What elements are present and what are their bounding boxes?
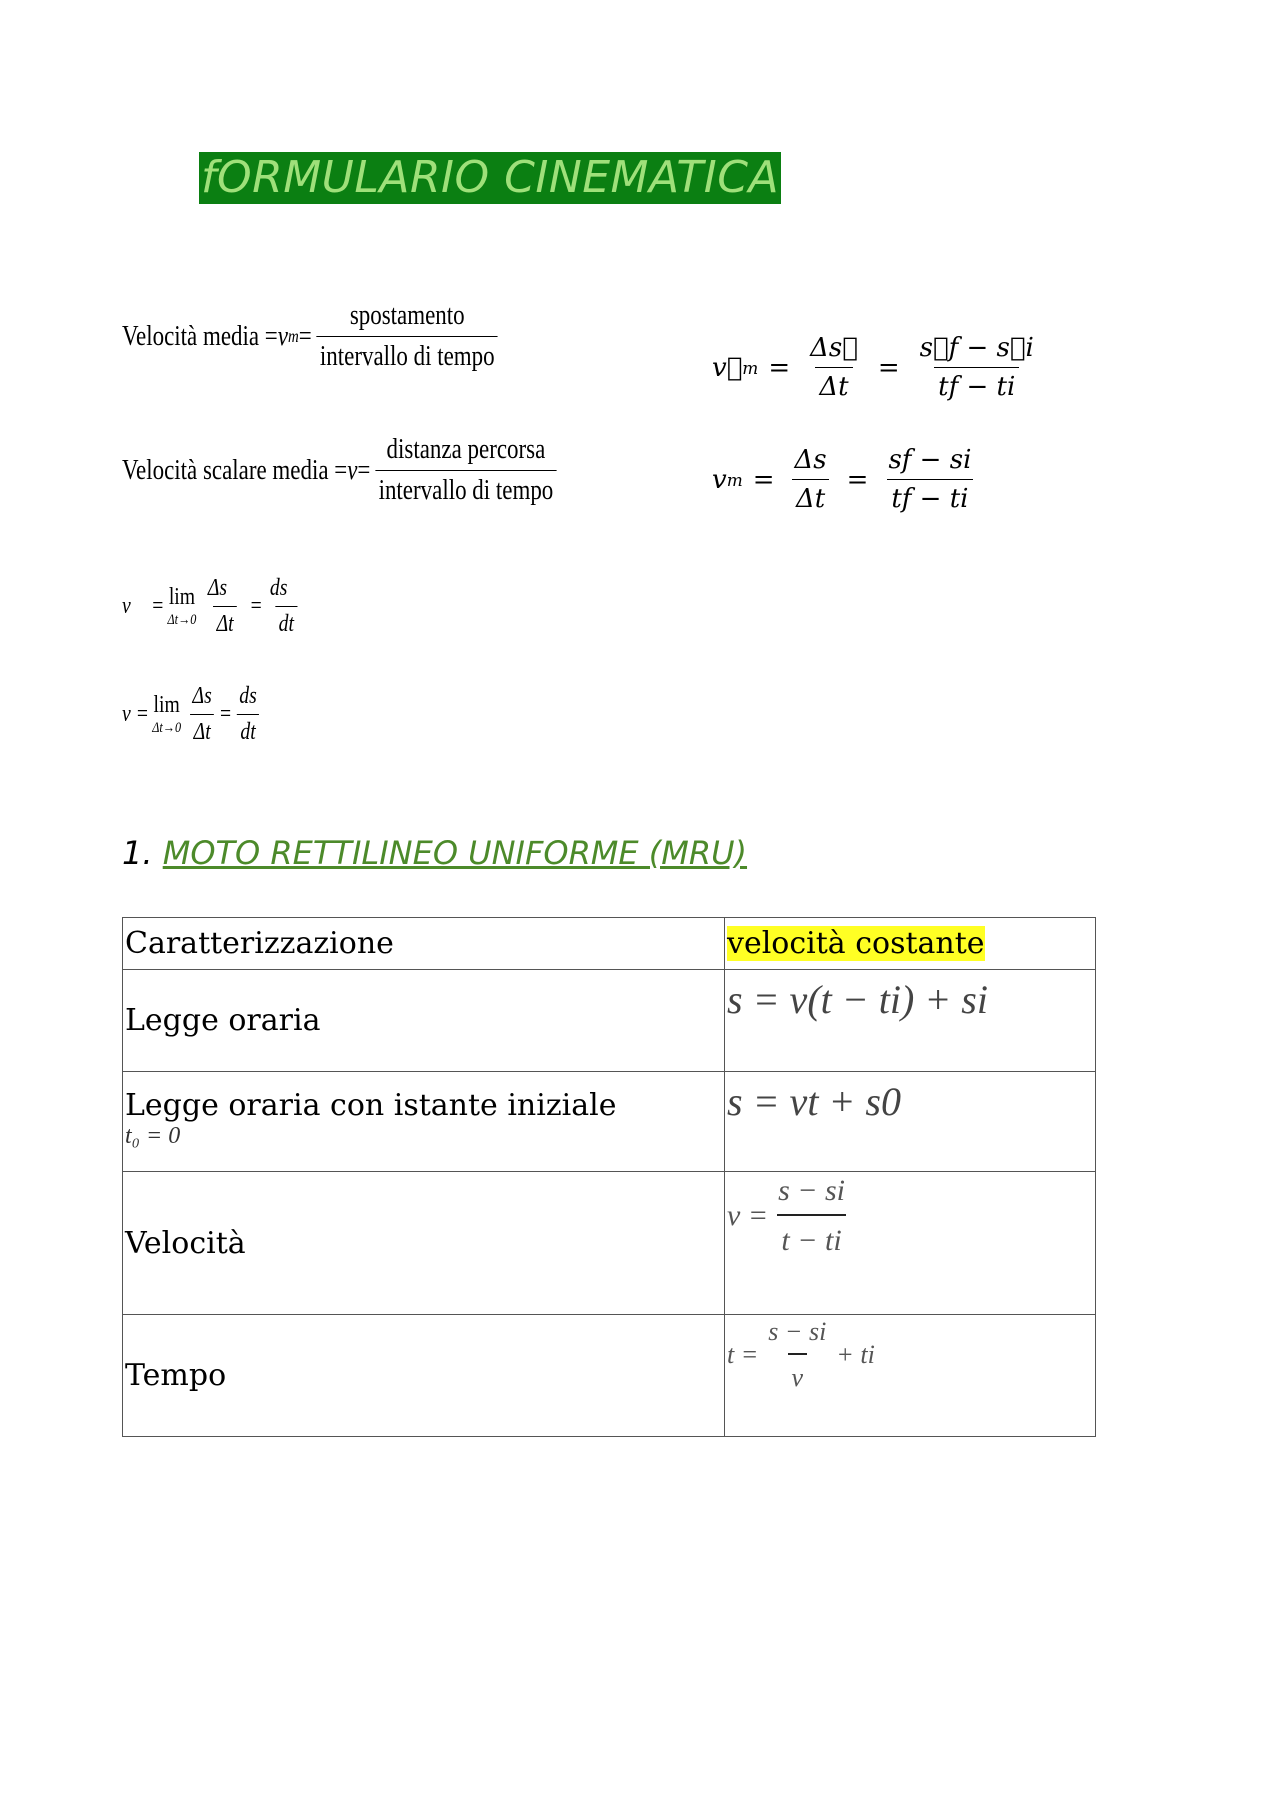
row-label: Caratterizzazione xyxy=(125,926,394,961)
formula-lhs: v⃗ = xyxy=(122,593,165,619)
formula-subscript: m xyxy=(287,326,299,346)
formula-value xyxy=(727,1174,855,1258)
limit-operator xyxy=(168,585,197,628)
formula-symbol: v xyxy=(277,320,288,352)
formula-equals: = xyxy=(219,701,232,727)
limit-operator xyxy=(152,693,181,736)
formula-value xyxy=(727,1317,875,1393)
section-number: 1. xyxy=(122,834,153,872)
fraction xyxy=(884,445,975,514)
limit-label: lim xyxy=(168,584,196,611)
limit-subscript: Δt→0 xyxy=(152,720,182,737)
section-heading xyxy=(122,834,747,872)
table-row xyxy=(123,1315,1096,1437)
numerator: s⃗f − s⃗i xyxy=(919,333,1034,363)
formula-equals: = xyxy=(357,454,371,486)
denominator: Δt xyxy=(792,479,829,514)
denominator: dt xyxy=(237,714,259,746)
table-cell-label xyxy=(123,970,725,1072)
fraction xyxy=(205,575,246,638)
numerator: ds⃗ xyxy=(269,575,303,601)
formula-equals: = xyxy=(768,352,791,383)
numerator: Δs xyxy=(794,445,827,475)
fraction xyxy=(806,333,862,402)
numerator: s − si xyxy=(778,1174,845,1207)
formula-tail: + ti xyxy=(836,1340,875,1369)
denominator: v xyxy=(788,1353,808,1393)
numerator: s − si xyxy=(768,1317,827,1346)
table-cell-value xyxy=(725,1315,1096,1437)
table-row xyxy=(123,1172,1096,1315)
formula-value: s = vt + s0 xyxy=(727,1079,901,1124)
section-title: MOTO RETTILINEO UNIFORME (MRU) xyxy=(162,834,748,872)
table-cell-value xyxy=(725,970,1096,1072)
limit-subscript: Δt→0 xyxy=(167,612,197,629)
table-cell-label xyxy=(123,1172,725,1315)
formula-equals: = xyxy=(752,464,775,495)
denominator: tf − ti xyxy=(887,479,972,514)
highlighted-value: velocità costante xyxy=(727,926,985,961)
row-label: Velocità xyxy=(125,1225,246,1261)
table-cell-value xyxy=(725,1072,1096,1172)
row-sublabel: t₀ = 0 xyxy=(125,1123,181,1149)
formula-lhs: v = xyxy=(727,1199,769,1232)
formula-subscript: m xyxy=(742,357,759,378)
fraction xyxy=(375,434,556,507)
formula-value: s = v(t − ti) + si xyxy=(727,977,988,1022)
row-label: Legge oraria con istante iniziale xyxy=(125,1088,617,1123)
formula-velocita-scalare xyxy=(122,434,658,507)
mru-table xyxy=(122,917,1096,1437)
page-title: fORMULARIO CINEMATICA xyxy=(201,152,780,203)
numerator: ds xyxy=(239,683,257,709)
denominator: dt xyxy=(275,606,297,638)
numerator: Δs xyxy=(192,683,212,709)
fraction xyxy=(317,300,498,373)
table-cell-label xyxy=(123,1072,725,1172)
formula-label: Velocità media = xyxy=(122,320,278,352)
fraction xyxy=(916,333,1038,402)
formula-equals: = xyxy=(846,464,869,495)
formula-equals: = xyxy=(250,593,262,619)
table-cell-value xyxy=(725,1172,1096,1315)
formula-limite-scalare xyxy=(122,683,296,746)
denominator: t − ti xyxy=(777,1214,845,1258)
denominator: tf − ti xyxy=(934,367,1019,402)
row-label: Legge oraria xyxy=(125,1003,321,1038)
table-cell-label xyxy=(123,918,725,970)
denominator: intervallo di tempo xyxy=(375,470,556,507)
denominator: Δt xyxy=(213,606,237,638)
formula-scalare-vm xyxy=(712,445,981,514)
formula-lhs: v⃗ xyxy=(712,352,743,383)
limit-label: lim xyxy=(153,692,180,719)
table-cell-label xyxy=(123,1315,725,1437)
numerator: spostamento xyxy=(349,300,465,331)
fraction xyxy=(189,683,215,746)
formula-lhs: t = xyxy=(727,1340,759,1369)
formula-lhs: v xyxy=(712,464,727,495)
formula-equals: = xyxy=(298,320,312,352)
fraction xyxy=(764,1317,830,1393)
fraction xyxy=(791,445,831,514)
table-row xyxy=(123,1072,1096,1172)
denominator: intervallo di tempo xyxy=(317,336,498,373)
formula-limite-vettore xyxy=(122,575,352,638)
formula-subscript: m xyxy=(726,469,743,490)
denominator: Δt xyxy=(815,367,852,402)
formula-equals: = xyxy=(877,352,900,383)
fraction xyxy=(236,683,260,746)
numerator: distanza percorsa xyxy=(386,434,546,465)
row-label: Tempo xyxy=(125,1358,227,1393)
denominator: Δt xyxy=(190,714,214,746)
fraction xyxy=(774,1174,849,1258)
table-cell-value xyxy=(725,918,1096,970)
fraction xyxy=(267,575,306,638)
formula-velocita-media xyxy=(122,300,586,373)
formula-label: Velocità scalare media = xyxy=(122,454,348,486)
table-row xyxy=(123,970,1096,1072)
numerator: Δs⃗ xyxy=(810,333,858,363)
numerator: sf − si xyxy=(888,445,972,475)
table-row xyxy=(123,918,1096,970)
formula-symbol: v xyxy=(347,454,358,486)
formula-lhs: v = xyxy=(122,701,149,727)
formula-vettore-vm xyxy=(712,333,1044,402)
numerator: Δs⃗ xyxy=(207,575,243,601)
